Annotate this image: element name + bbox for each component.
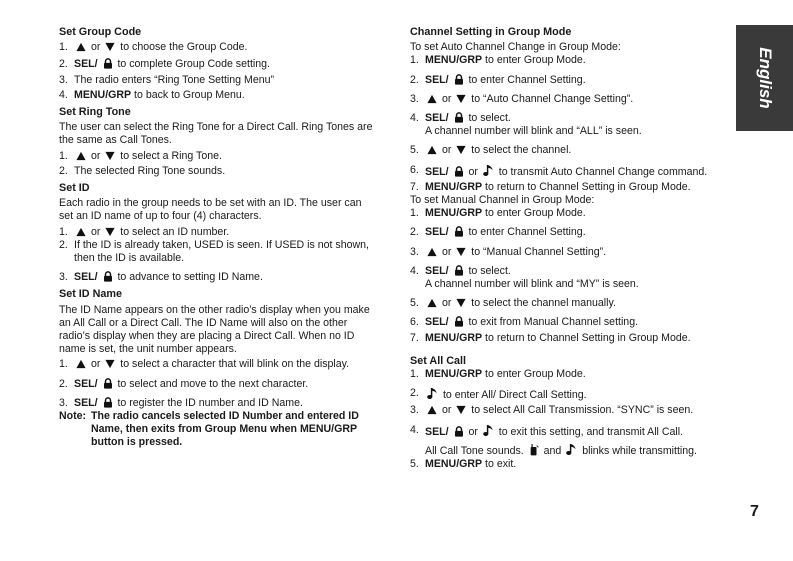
step-5: 5. or to select the channel manually. bbox=[410, 297, 616, 310]
section-title-set-id: Set ID bbox=[59, 182, 90, 195]
step-3: 3. or to “Manual Channel Setting”. bbox=[410, 245, 607, 258]
step-text: to “Auto Channel Change Setting”. bbox=[468, 92, 634, 105]
section-title-channel: Channel Setting in Group Mode bbox=[410, 26, 572, 38]
step-text: or bbox=[465, 425, 481, 438]
step-text: to select. bbox=[465, 112, 511, 125]
step-4: 4. MENU/GRP to back to Group Menu. bbox=[59, 88, 245, 101]
key-label: MENU/GRP bbox=[425, 331, 483, 344]
step-text: to select a character that will blink on the display. bbox=[117, 358, 350, 371]
step-6: 6. SEL/ to exit from Manual Channel setting. bbox=[410, 316, 639, 329]
radio-icon bbox=[529, 443, 539, 456]
lock-icon bbox=[454, 166, 464, 177]
step-4: 4. SEL/ or to exit this setting, and transmit All Call. bbox=[410, 423, 684, 438]
step-text: to return to Channel Setting in Group Mode. bbox=[482, 331, 691, 344]
step-text: If the ID is already taken, USED is seen. If USED is not shown, then the ID is available. bbox=[74, 238, 369, 265]
key-label: SEL/ bbox=[425, 425, 452, 438]
step-text: to select an ID number. bbox=[117, 225, 230, 238]
language-tab-label: English bbox=[755, 47, 775, 109]
step-4-detail bbox=[410, 443, 728, 458]
lock-icon bbox=[454, 74, 464, 85]
triangle-up-icon bbox=[76, 359, 86, 369]
triangle-up-icon bbox=[427, 247, 437, 257]
step-3: 3. SEL/ to advance to setting ID Name. bbox=[59, 271, 263, 284]
step-text: to enter Group Mode. bbox=[482, 207, 586, 220]
step-1: 1. MENU/GRP to enter Group Mode. bbox=[410, 368, 586, 381]
key-label: MENU/GRP bbox=[425, 180, 483, 193]
step-text: or bbox=[88, 225, 104, 238]
triangle-down-icon bbox=[105, 42, 115, 52]
key-label: MENU/GRP bbox=[425, 458, 483, 471]
step-1: 1. or to select an ID number. bbox=[59, 225, 230, 238]
step-text: to enter Group Mode. bbox=[482, 54, 586, 67]
left-column bbox=[59, 26, 377, 450]
step-text: to enter Channel Setting. bbox=[465, 73, 586, 86]
step-2: 2. SEL/ to select and move to the next character. bbox=[59, 377, 309, 390]
step-text: to select All Call Transmission. “SYNC” is seen. bbox=[468, 404, 694, 417]
key-label: MENU/GRP bbox=[425, 368, 483, 381]
step-text: to complete Group Code setting. bbox=[114, 58, 270, 71]
step-detail: A channel number will blink and “ALL” is seen. bbox=[425, 125, 642, 138]
lock-icon bbox=[103, 58, 113, 69]
key-label: MENU/GRP bbox=[425, 207, 483, 220]
step-text: to choose the Group Code. bbox=[117, 41, 248, 54]
triangle-up-icon bbox=[427, 405, 437, 415]
page-number: 7 bbox=[750, 503, 759, 520]
triangle-down-icon bbox=[456, 145, 466, 155]
music-note-icon bbox=[483, 164, 494, 177]
triangle-down-icon bbox=[105, 227, 115, 237]
step-5: 5. or to select the channel. bbox=[410, 144, 572, 157]
step-1: 1. MENU/GRP to enter Group Mode. bbox=[410, 54, 586, 67]
step-text: to transmit Auto Channel Change command. bbox=[495, 165, 708, 178]
step-3: 3. or to “Auto Channel Change Setting”. bbox=[410, 92, 634, 105]
music-note-icon bbox=[483, 424, 494, 437]
step-7: 7. MENU/GRP to return to Channel Setting in Group Mode. bbox=[410, 180, 691, 193]
step-6: 6. SEL/ or to transmit Auto Channel Change command. bbox=[410, 163, 708, 178]
paragraph: The user can select the Ring Tone for a Direct Call. Ring Tones are the same as Call Tones. bbox=[59, 121, 373, 147]
paragraph: Each radio in the group needs to be set with an ID. The user can set an ID name of up to four (4) characters. bbox=[59, 197, 362, 223]
triangle-down-icon bbox=[456, 94, 466, 104]
section-title-ring-tone: Set Ring Tone bbox=[59, 106, 131, 119]
step-5: 5. MENU/GRP to exit. bbox=[410, 458, 517, 471]
triangle-down-icon bbox=[105, 151, 115, 161]
section-title-id-name: Set ID Name bbox=[59, 288, 123, 301]
triangle-down-icon bbox=[456, 405, 466, 415]
step-text: to register the ID number and ID Name. bbox=[114, 396, 303, 409]
step-3: 3. SEL/ to register the ID number and ID Name. bbox=[59, 396, 303, 409]
step-text: to select. bbox=[465, 264, 511, 277]
step-text: and bbox=[540, 444, 565, 457]
language-tab bbox=[736, 25, 793, 131]
step-text: to exit from Manual Channel setting. bbox=[465, 316, 639, 329]
music-note-icon bbox=[427, 387, 438, 400]
key-label: SEL/ bbox=[74, 58, 101, 71]
paragraph: To set Manual Channel in Group Mode: bbox=[410, 194, 595, 207]
music-note-icon bbox=[566, 443, 577, 456]
step-text: to advance to setting ID Name. bbox=[114, 271, 263, 284]
lock-icon bbox=[454, 226, 464, 237]
triangle-up-icon bbox=[427, 298, 437, 308]
step-text: All Call Tone sounds. bbox=[425, 444, 527, 457]
key-label: SEL/ bbox=[425, 264, 452, 277]
step-3: 3. or to select All Call Transmission. “SYNC” is seen. bbox=[410, 404, 694, 417]
triangle-up-icon bbox=[76, 42, 86, 52]
step-2: 2. to enter All/ Direct Call Setting. bbox=[410, 387, 587, 402]
lock-icon bbox=[454, 112, 464, 123]
step-4: 4. SEL/ to select. A channel number will blink and “ALL” is seen. bbox=[410, 112, 642, 138]
lock-icon bbox=[454, 426, 464, 437]
step-2: 2. SEL/ to enter Channel Setting. bbox=[410, 226, 586, 239]
triangle-up-icon bbox=[427, 145, 437, 155]
key-label: SEL/ bbox=[425, 165, 452, 178]
step-text: to select the channel manually. bbox=[468, 297, 616, 310]
step-text: to enter Channel Setting. bbox=[465, 226, 586, 239]
lock-icon bbox=[103, 397, 113, 408]
step-text: or bbox=[465, 165, 481, 178]
note-text: The radio cancels selected ID Number and entered ID Name, then exits from Group Menu when MENU/GRP button is pressed. bbox=[91, 410, 359, 449]
step-2: 2. SEL/ to enter Channel Setting. bbox=[410, 73, 586, 86]
step-text: The radio enters “Ring Tone Setting Menu” bbox=[74, 73, 275, 86]
paragraph: The ID Name appears on the other radio’s display when you make an All Call or a Direct Call. The ID Name will also on the other radio’s display when they are placing a Direct Call. When no ID name is set, the unit number appears. bbox=[59, 303, 370, 356]
note bbox=[59, 410, 377, 450]
step-text: or bbox=[88, 149, 104, 162]
step-text: or bbox=[439, 297, 455, 310]
step-text: to return to Channel Setting in Group Mode. bbox=[482, 180, 691, 193]
lock-icon bbox=[103, 271, 113, 282]
triangle-down-icon bbox=[456, 298, 466, 308]
lock-icon bbox=[103, 378, 113, 389]
step-text: to exit. bbox=[482, 458, 517, 471]
key-label: SEL/ bbox=[425, 226, 452, 239]
section-title-all-call: Set All Call bbox=[410, 354, 466, 367]
step-text: to enter Group Mode. bbox=[482, 368, 586, 381]
step-text: or bbox=[439, 404, 455, 417]
step-3: 3. The radio enters “Ring Tone Setting Menu” bbox=[59, 74, 377, 87]
step-detail: A channel number will blink and “MY” is seen. bbox=[425, 278, 639, 291]
step-text: or bbox=[439, 92, 455, 105]
triangle-up-icon bbox=[427, 94, 437, 104]
right-column bbox=[410, 26, 728, 471]
key-label: MENU/GRP bbox=[74, 88, 132, 101]
step-2: 2. SEL/ to complete Group Code setting. bbox=[59, 58, 270, 71]
step-text: or bbox=[439, 245, 455, 258]
step-text: to enter All/ Direct Call Setting. bbox=[440, 389, 587, 402]
key-label: SEL/ bbox=[425, 73, 452, 86]
step-text: or bbox=[88, 358, 104, 371]
key-label: SEL/ bbox=[74, 271, 101, 284]
key-label: SEL/ bbox=[425, 112, 452, 125]
key-label: SEL/ bbox=[74, 377, 101, 390]
lock-icon bbox=[454, 265, 464, 276]
triangle-up-icon bbox=[76, 227, 86, 237]
step-1: 1. MENU/GRP to enter Group Mode. bbox=[410, 207, 586, 220]
step-text: to “Manual Channel Setting”. bbox=[468, 245, 607, 258]
step-text: to select the channel. bbox=[468, 144, 572, 157]
step-2: 2. If the ID is already taken, USED is seen. If USED is not shown, then the ID is available. bbox=[59, 239, 377, 265]
triangle-down-icon bbox=[456, 247, 466, 257]
step-text: to select and move to the next character. bbox=[114, 377, 309, 390]
step-7: 7. MENU/GRP to return to Channel Setting in Group Mode. bbox=[410, 331, 691, 344]
step-text: to back to Group Menu. bbox=[131, 88, 245, 101]
step-text: or bbox=[439, 144, 455, 157]
step-text: or bbox=[88, 41, 104, 54]
step-text: to select a Ring Tone. bbox=[117, 149, 222, 162]
step-4: 4. SEL/ to select. A channel number will blink and “MY” is seen. bbox=[410, 264, 639, 291]
step-text: The selected Ring Tone sounds. bbox=[74, 164, 226, 177]
section-title-group-code: Set Group Code bbox=[59, 26, 142, 38]
key-label: SEL/ bbox=[425, 316, 452, 329]
triangle-down-icon bbox=[105, 359, 115, 369]
paragraph: To set Auto Channel Change in Group Mode: bbox=[410, 41, 621, 54]
lock-icon bbox=[454, 316, 464, 327]
triangle-up-icon bbox=[76, 151, 86, 161]
key-label: MENU/GRP bbox=[425, 54, 483, 67]
step-1: 1. or to choose the Group Code. bbox=[59, 41, 248, 54]
step-text: blinks while transmitting. bbox=[579, 444, 698, 457]
step-1: 1. or to select a Ring Tone. bbox=[59, 149, 222, 162]
step-2: 2. The selected Ring Tone sounds. bbox=[59, 165, 377, 178]
step-1: 1. or to select a character that will blink on the display. bbox=[59, 358, 350, 371]
key-label: SEL/ bbox=[74, 396, 101, 409]
step-text: to exit this setting, and transmit All Call. bbox=[495, 425, 684, 438]
note-label: Note: bbox=[59, 410, 87, 423]
